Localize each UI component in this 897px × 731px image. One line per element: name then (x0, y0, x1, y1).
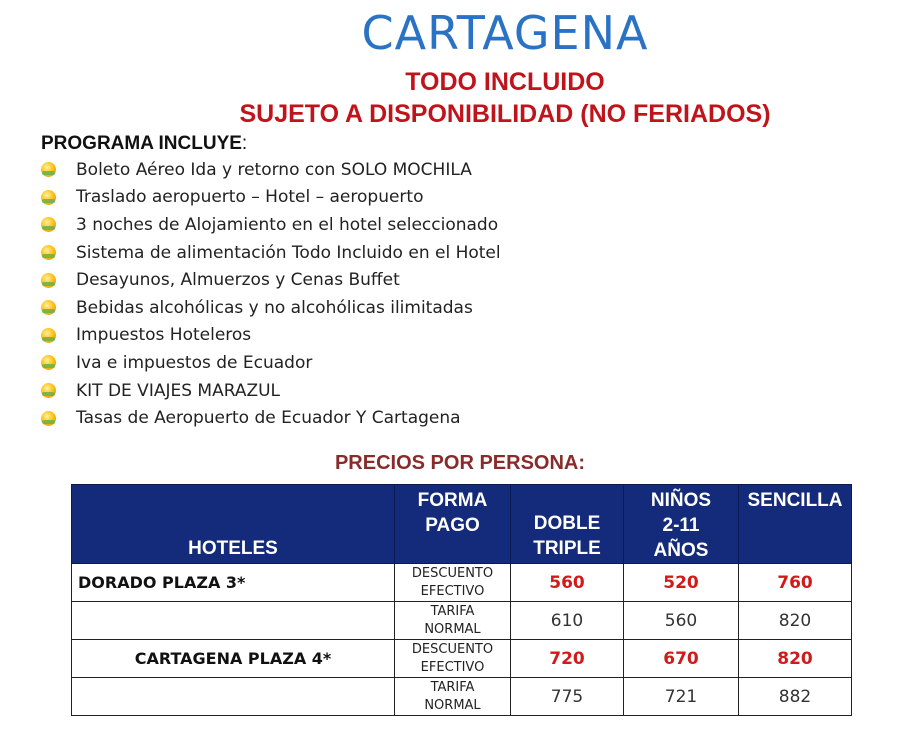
payment-line2: EFECTIVO (420, 659, 485, 675)
sun-bullet-icon (41, 328, 56, 343)
table-row (72, 602, 852, 640)
sun-bullet-icon (41, 245, 56, 260)
table-row (72, 564, 852, 602)
payment-method (395, 564, 511, 602)
price-sencilla: 820 (739, 602, 852, 640)
header-ninos-line3: AÑOS (653, 540, 709, 561)
price-doble-triple: 720 (511, 640, 624, 678)
list-item-text: Traslado aeropuerto – Hotel – aeropuerto (76, 187, 424, 208)
list-item (41, 294, 501, 322)
price-doble-triple: 775 (511, 678, 624, 716)
header-doble-line1: DOBLE (533, 513, 601, 534)
list-item (41, 239, 501, 267)
list-item-text: Tasas de Aeropuerto de Ecuador Y Cartagena (76, 408, 461, 429)
list-item (41, 377, 501, 405)
price-sencilla: 882 (739, 678, 852, 716)
price-sencilla: 760 (739, 564, 852, 602)
sun-bullet-icon (41, 162, 56, 177)
price-ninos: 721 (624, 678, 739, 716)
price-table (71, 484, 852, 716)
hotel-name: DORADO PLAZA 3* (72, 564, 395, 602)
payment-line2: NORMAL (424, 621, 481, 637)
table-row (72, 640, 852, 678)
sun-bullet-icon (41, 411, 56, 426)
header-doble-triple (511, 485, 624, 564)
hotel-name (72, 678, 395, 716)
list-item (41, 211, 501, 239)
list-item-text: Desayunos, Almuerzos y Cenas Buffet (76, 270, 400, 291)
hotel-name: CARTAGENA PLAZA 4* (72, 640, 395, 678)
header-hoteles (72, 485, 395, 564)
header-forma-line2: PAGO (425, 515, 480, 536)
page-title: CARTAGENA (361, 6, 649, 60)
header-hoteles-text: HOTELES (188, 538, 278, 559)
price-doble-triple: 560 (511, 564, 624, 602)
payment-line2: EFECTIVO (420, 583, 485, 599)
list-item-text: Boleto Aéreo Ida y retorno con SOLO MOCHILA (76, 159, 472, 180)
list-item (41, 322, 501, 350)
sun-bullet-icon (41, 190, 56, 205)
list-item-text: KIT DE VIAJES MARAZUL (76, 380, 281, 401)
program-list (41, 156, 501, 432)
payment-method (395, 602, 511, 640)
list-item (41, 349, 501, 377)
sun-bullet-icon (41, 217, 56, 232)
header-ninos-line1: NIÑOS (650, 490, 712, 511)
list-item-text: Iva e impuestos de Ecuador (76, 352, 313, 373)
payment-line1: DESCUENTO (411, 565, 494, 581)
sun-bullet-icon (41, 273, 56, 288)
prices-heading: PRECIOS POR PERSONA: (334, 452, 586, 474)
subtitle-todo-incluido: TODO INCLUIDO (405, 68, 605, 96)
list-item-text: Impuestos Hoteleros (76, 325, 252, 346)
list-item-text: 3 noches de Alojamiento en el hotel seleccionado (76, 214, 499, 235)
subtitle-disponibilidad: SUJETO A DISPONIBILIDAD (NO FERIADOS) (239, 100, 771, 128)
hotel-name (72, 602, 395, 640)
payment-line1: TARIFA (430, 679, 475, 695)
price-ninos: 560 (624, 602, 739, 640)
header-sencilla-text: SENCILLA (747, 490, 843, 511)
header-forma-pago (395, 485, 511, 564)
table-header-row (72, 485, 852, 564)
list-item-text: Bebidas alcohólicas y no alcohólicas ilimitadas (76, 297, 473, 318)
table-row (72, 678, 852, 716)
list-item (41, 266, 501, 294)
payment-line1: DESCUENTO (411, 641, 494, 657)
payment-method (395, 640, 511, 678)
payment-line2: NORMAL (424, 697, 481, 713)
header-doble-line2: TRIPLE (533, 538, 601, 559)
program-heading-text: PROGRAMA INCLUYE (41, 133, 242, 154)
payment-line1: TARIFA (430, 603, 475, 619)
list-item (41, 156, 501, 184)
list-item-text: Sistema de alimentación Todo Incluido en el Hotel (76, 242, 501, 263)
price-doble-triple: 610 (511, 602, 624, 640)
header-ninos (624, 485, 739, 564)
header-forma-line1: FORMA (417, 490, 488, 511)
header-ninos-line2: 2-11 (662, 515, 700, 536)
program-heading (41, 133, 247, 155)
header-sencilla (739, 485, 852, 564)
price-ninos: 520 (624, 564, 739, 602)
price-sencilla: 820 (739, 640, 852, 678)
price-ninos: 670 (624, 640, 739, 678)
sun-bullet-icon (41, 300, 56, 315)
list-item (41, 404, 501, 432)
program-heading-colon: : (241, 133, 248, 154)
payment-method (395, 678, 511, 716)
list-item (41, 184, 501, 212)
sun-bullet-icon (41, 383, 56, 398)
sun-bullet-icon (41, 355, 56, 370)
